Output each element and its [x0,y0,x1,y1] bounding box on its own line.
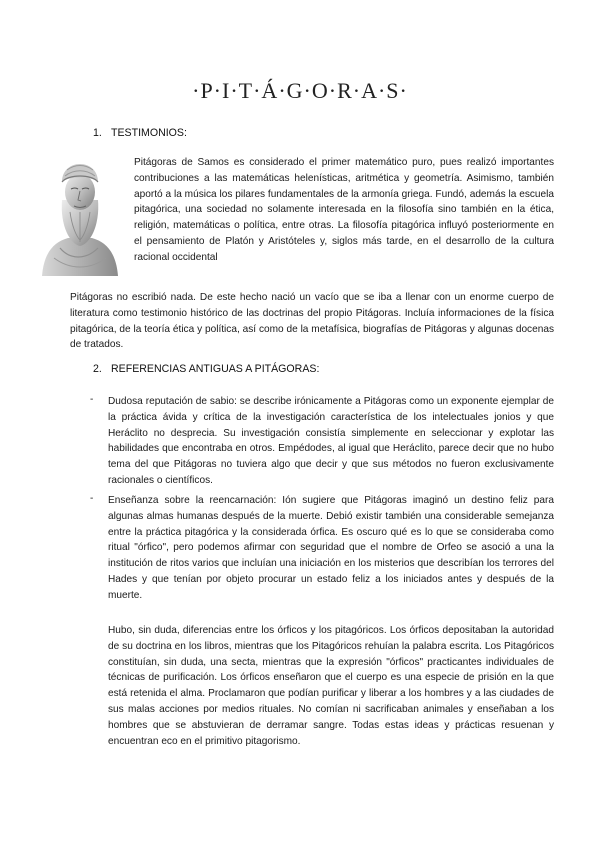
bullet-marker: - [90,394,94,405]
pythagoras-bust-image [40,148,120,276]
intro-paragraph: Pitágoras de Samos es considerado el primer matemático puro, pues realizó importantes contribuciones a las matemáticas helenísticas, aritmética y geometría. Asimismo, también aportó a la música los pilares fundamentales de la armonía griega. Fundó, además la escuela pitagórica, una sociedad no solamente interesada en la filosofía sino también en la ética, religión, matemáticas o política, entre otras. La filosofía pitagórica influyó posteriormente en el pensamiento de Platón y Aristóteles y, siglos más tarde, en el desarrollo de la cultura racional occidental [134,157,554,263]
page-title: ·P·I·T·Á·G·O·R·A·S· [192,78,408,103]
orficos-paragraph: Hubo, sin duda, diferencias entre los órficos y los pitagóricos. Los órficos depositaban la autoridad de su doctrina en los libros, mientras que los Pitagóricos rehuían la palabra escrita. Los Pitagóricos constituían, sin duda, una secta, mientras que la expresión "órficos" practicantes individuales de técnicas de purificación. Los órficos enseñaron que el cuerpo es una especie de prisión en la que está retenida el alma. Proclamaron que podían purificar y liberar a los hombres y a las ciudades de sus malas acciones por medios rituales. No comían ni sacrificaban animales y enseñaban a los hombres que se abstuvieran de derramar sangre. Todas estas ideas y prácticas resuenan y encuentran eco en el primitivo pitagorismo. [108,625,554,747]
bullet-marker: - [90,493,94,504]
section-number: 1. [93,127,102,139]
section-title: REFERENCIAS ANTIGUAS A PITÁGORAS: [111,363,320,375]
bullet-paragraph-reencarnacion: Enseñanza sobre la reencarnación: Ión sugiere que Pitágoras imaginó un destino feliz para algunas almas humanas después de la muerte. Debió existir también una considerable semejanza entre la práctica pitagórica y la considerada órfica. Es oscuro qué es lo que se consideraba como ritual "órfico", pero podemos afirmar con seguridad que el nombre de Orfeo se asoció a una la institución de ritos varios que incluían una iniciación en los misterios que describían los terrores del Hades y que tenían por objeto procurar un estado feliz a los iniciados antes y después de la muerte. [108,495,554,601]
section-number: 2. [93,363,102,375]
bullet-paragraph-reputacion: Dudosa reputación de sabio: se describe irónicamente a Pitágoras como un exponente ejemplar de la práctica ávida y crítica de la investigación característica de los intelectuales jonios y que Heráclito no desprecia. Su investigación consistía simplemente en seleccionar y explotar las habilidades que encontraba en otros. Empédodes, al igual que Heráclito, parece decir que no hubo tema del que Pitágoras no tuviera algo que decir y que sus métodos no fueron exclusivamente racionales o científicos. [108,396,554,486]
body-paragraph: Pitágoras no escribió nada. De este hecho nació un vacío que se iba a llenar con un enorme cuerpo de literatura como testimonio histórico de las doctrinas del propio Pitágoras. Incluía informaciones de la física pitagórica, de la teoría ética y política, así como de la metafísica, biografías de Pitágoras y algunas docenas de tratados. [70,292,554,351]
section-heading-testimonios [93,127,187,139]
section-heading-referencias [93,363,319,375]
section-title: TESTIMONIOS: [111,127,187,139]
